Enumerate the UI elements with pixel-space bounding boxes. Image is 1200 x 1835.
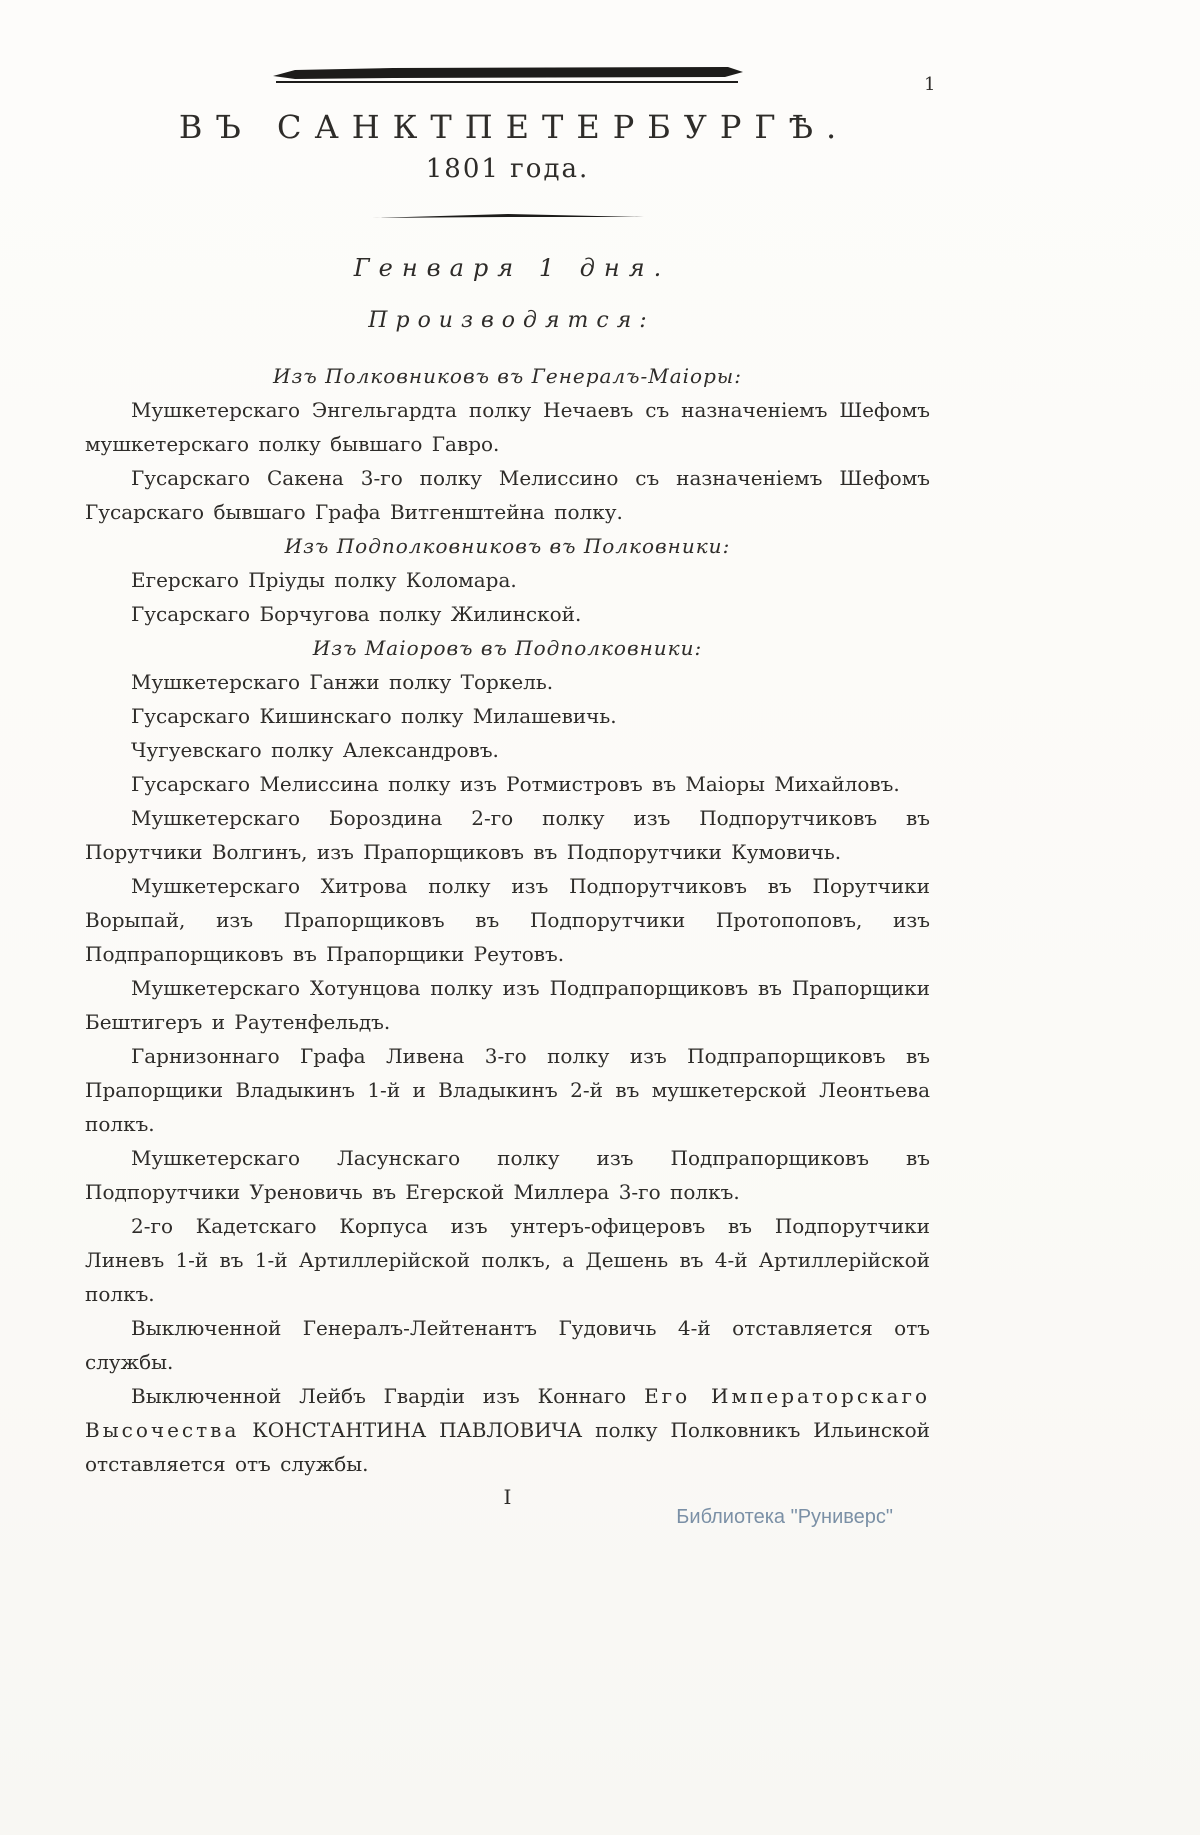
action-heading: Производятся: — [368, 308, 655, 333]
paragraph: Гарнизоннаго Графа Ливена 3-го полку изъ Подпрапорщиковъ въ Прапорщики Владыкинъ 1-й и Владыкинъ 2-й въ мушкетерской Леонтьева полкъ. — [85, 1044, 930, 1136]
paragraph: Мушкетерскаго Хитрова полку изъ Подпорутчиковъ въ Порутчики Ворыпай, изъ Прапорщиковъ въ Подпорутчики Протопоповъ, изъ Подпрапорщиковъ въ Прапорщики Реутовъ. — [85, 874, 930, 966]
divider-rule — [372, 214, 644, 220]
paragraph: Мушкетерскаго Ласунскаго полку изъ Подпрапорщиковъ въ Подпорутчики Уреновичь въ Егерской Миллера 3-го полкъ. — [85, 1146, 930, 1204]
paragraph-rest: КОНСТАНТИНА ПАВЛОВИЧА полку Полковникъ Ильинской отставляется отъ службы. — [85, 1418, 930, 1476]
decree-text-blocks — [85, 359, 930, 1481]
paragraph: Егерскаго Пріуды полку Коломара. — [131, 568, 517, 592]
page-number-top: 1 — [924, 74, 937, 95]
paragraph: Мушкетерскаго Энгельгардта полку Нечаевъ съ назначеніемъ Шефомъ мушкетерскаго полку бывшаго Гавро. — [85, 398, 930, 456]
paragraph: Выключенной Генералъ-Лейтенантъ Гудовичь 4-й отставляется отъ службы. — [85, 1316, 930, 1374]
paragraph: Гусарскаго Кишинскаго полку Милашевичь. — [131, 704, 617, 728]
section-heading: Изъ Подполковниковъ въ Полковники: — [284, 534, 731, 558]
section-heading: Изъ Маіоровъ въ Подполковники: — [312, 636, 703, 660]
year-line: 1801 года. — [425, 154, 590, 184]
signature-mark: I — [503, 1485, 512, 1509]
library-watermark: Библиотека "Руниверс" — [676, 1506, 893, 1528]
text-column — [85, 66, 930, 1509]
paragraph-lead: Выключенной Лейбъ Гвардіи изъ Коннаго — [131, 1384, 645, 1408]
imperial-phrase: Его Императорскаго Высочества — [85, 1384, 930, 1442]
paragraph: Гусарскаго Сакена 3-го полку Мелиссино съ назначеніемъ Шефомъ Гусарскаго бывшаго Графа Витгенштейна полку. — [85, 466, 930, 524]
paragraph: Мушкетерскаго Хотунцова полку изъ Подпрапорщиковъ въ Прапорщики Бештигеръ и Раутенфельдъ. — [85, 976, 930, 1034]
paragraph — [85, 1379, 930, 1481]
paragraph: Гусарскаго Мелиссина полку изъ Ротмистровъ въ Маіоры Михайловъ. — [131, 772, 900, 796]
paragraph: Чугуевскаго полку Александровъ. — [131, 738, 499, 762]
ornament-rule-graphic — [273, 66, 743, 86]
paragraph: 2-го Кадетскаго Корпуса изъ унтеръ-офицеровъ въ Подпорутчики Линевъ 1-й въ 1-й Артиллерійской полкъ, а Дешень въ 4-й Артиллерійской полкъ. — [85, 1214, 930, 1306]
divider-rule-graphic — [372, 214, 644, 220]
section-heading: Изъ Полковниковъ въ Генералъ-Маіоры: — [273, 364, 742, 388]
paragraph: Гусарскаго Борчугова полку Жилинской. — [131, 602, 582, 626]
paragraph: Мушкетерскаго Бороздина 2-го полку изъ Подпорутчиковъ въ Порутчики Волгинъ, изъ Прапорщиковъ въ Подпорутчики Кумовичь. — [85, 806, 930, 864]
paragraph: Мушкетерскаго Ганжи полку Торкель. — [131, 670, 554, 694]
page-title: ВЪ САНКТПЕТЕРБУРГѢ. — [178, 108, 850, 146]
date-heading: Генваря 1 дня. — [353, 254, 671, 282]
ornament-rule-top — [273, 66, 743, 86]
